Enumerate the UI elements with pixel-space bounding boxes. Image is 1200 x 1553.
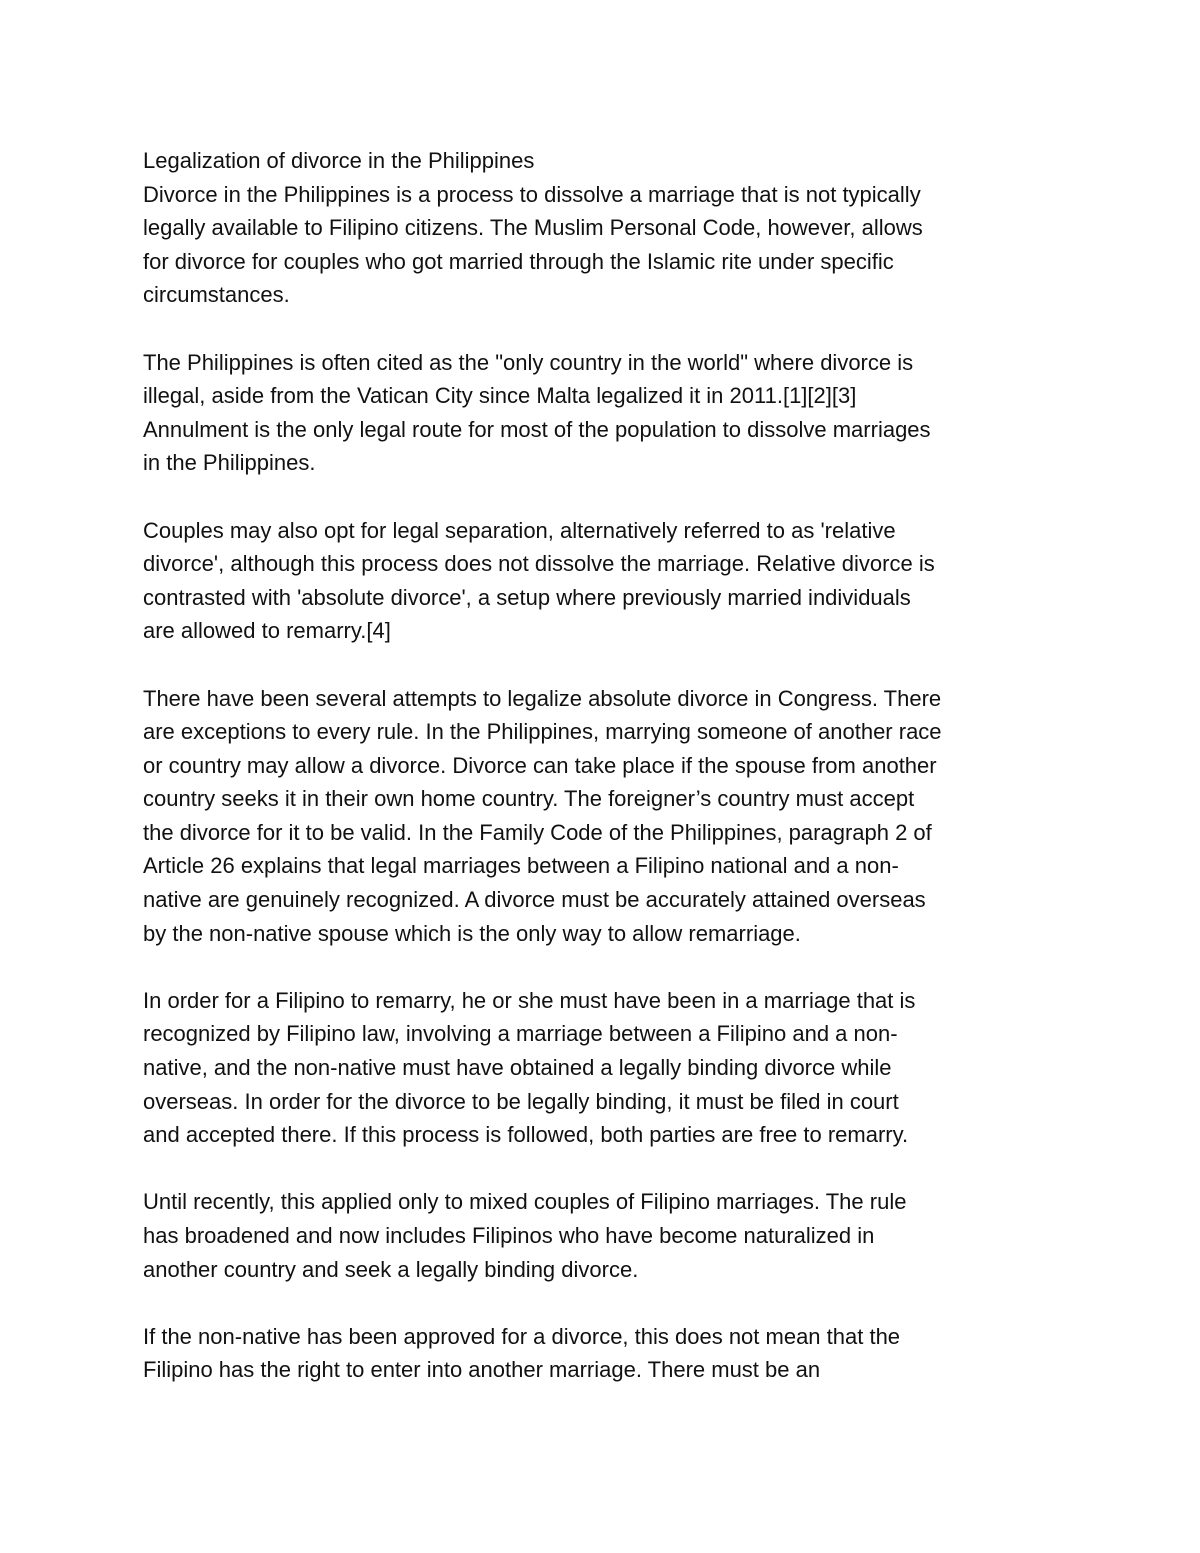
paragraph-spacer (143, 1286, 1063, 1320)
paragraph-line: by the non-native spouse which is the only way to allow remarriage. (143, 920, 801, 946)
paragraph-line: illegal, aside from the Vatican City since Malta legalized it in 2011.[1][2][3] (143, 383, 857, 409)
paragraph-line: are allowed to remarry.[4] (143, 618, 391, 644)
paragraph-line: In order for a Filipino to remarry, he or she must have been in a marriage that is (143, 987, 916, 1013)
paragraph-line: contrasted with 'absolute divorce', a setup where previously married individuals (143, 584, 911, 610)
paragraph-7 (143, 1320, 1063, 1387)
paragraph-line: The Philippines is often cited as the "only country in the world" where divorce is (143, 349, 914, 375)
paragraph-line: Article 26 explains that legal marriages between a Filipino national and a non- (143, 853, 899, 879)
paragraph-4 (143, 682, 1063, 951)
paragraph-line: are exceptions to every rule. In the Philippines, marrying someone of another race (143, 719, 942, 745)
document-title: Legalization of divorce in the Philippines (143, 148, 535, 173)
paragraph-line: has broadened and now includes Filipinos who have become naturalized in (143, 1223, 875, 1248)
paragraph-5 (143, 984, 1063, 1152)
paragraph-line: or country may allow a divorce. Divorce can take place if the spouse from another (143, 752, 937, 778)
paragraph-line: recognized by Filipino law, involving a marriage between a Filipino and a non- (143, 1021, 898, 1047)
paragraph-line: in the Philippines. (143, 450, 316, 476)
paragraph-line: native, and the non-native must have obtained a legally binding divorce while (143, 1055, 892, 1081)
paragraph-line: Divorce in the Philippines is a process to dissolve a marriage that is not typically (143, 181, 921, 207)
paragraph-line: divorce', although this process does not dissolve the marriage. Relative divorce is (143, 551, 935, 577)
paragraph-6 (143, 1185, 1063, 1286)
paragraph-spacer (143, 950, 1063, 984)
paragraph-line: Until recently, this applied only to mixed couples of Filipino marriages. The rule (143, 1189, 907, 1215)
paragraph-line: country seeks it in their own home country. The foreigner’s country must accept (143, 786, 915, 812)
paragraph-1 (143, 178, 1063, 312)
paragraph-line: native are genuinely recognized. A divorce must be accurately attained overseas (143, 887, 926, 913)
paragraph-line: legally available to Filipino citizens. The Muslim Personal Code, however, allows (143, 215, 923, 241)
paragraph-line: the divorce for it to be valid. In the Family Code of the Philippines, paragraph 2 of (143, 819, 932, 845)
paragraph-spacer (143, 648, 1063, 682)
paragraph-line: Annulment is the only legal route for most of the population to dissolve marriages (143, 416, 931, 442)
paragraph-line: If the non-native has been approved for a divorce, this does not mean that the (143, 1323, 901, 1349)
paragraph-line: overseas. In order for the divorce to be legally binding, it must be filed in court (143, 1088, 899, 1114)
paragraph-spacer (143, 1152, 1063, 1186)
paragraph-line: for divorce for couples who got married through the Islamic rite under specific (143, 248, 894, 274)
paragraph-spacer (143, 480, 1063, 514)
paragraph-line: Filipino has the right to enter into another marriage. There must be an (143, 1357, 821, 1383)
paragraph-line: Couples may also opt for legal separation, alternatively referred to as 'relative (143, 517, 896, 543)
paragraph-line: and accepted there. If this process is followed, both parties are free to remarry. (143, 1122, 909, 1148)
document-body (143, 144, 1063, 1387)
paragraph-3 (143, 514, 1063, 648)
paragraph-line: another country and seek a legally binding divorce. (143, 1256, 639, 1282)
paragraph-line: circumstances. (143, 282, 290, 308)
paragraph-spacer (143, 312, 1063, 346)
paragraph-line: There have been several attempts to legalize absolute divorce in Congress. There (143, 685, 942, 711)
paragraph-2 (143, 346, 1063, 480)
